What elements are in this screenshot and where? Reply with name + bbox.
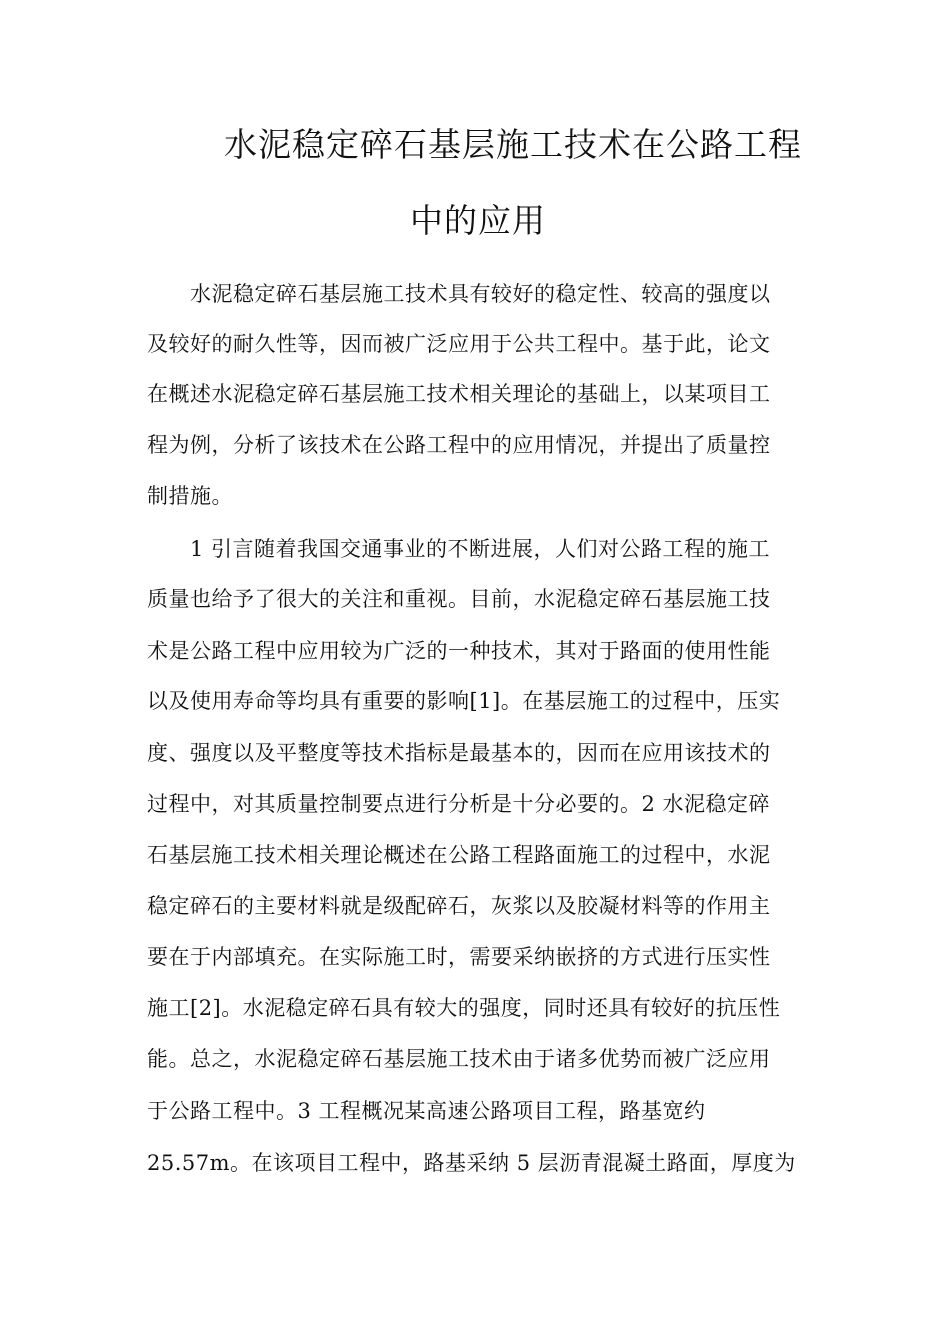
body-line-6: 过程中，对其质量控制要点进行分析是十分必要的。2 水泥稳定碎 [147, 792, 771, 816]
body-line-11: 能。总之，水泥稳定碎石基层施工技术由于诸多优势而被广泛应用 [147, 1047, 771, 1071]
body-line-5: 度、强度以及平整度等技术指标是最基本的，因而在应用该技术的 [147, 741, 771, 765]
abstract-line-5: 制措施。 [147, 484, 233, 508]
body-line-9: 要在于内部填充。在实际施工时，需要采纳嵌挤的方式进行压实性 [147, 945, 771, 969]
abstract-line-2: 及较好的耐久性等，因而被广泛应用于公共工程中。基于此，论文 [147, 332, 771, 356]
body-line-4: 以及使用寿命等均具有重要的影响[1]。在基层施工的过程中，压实 [147, 689, 781, 713]
abstract-line-4: 程为例，分析了该技术在公路工程中的应用情况，并提出了质量控 [147, 433, 771, 457]
body-line-2: 质量也给予了很大的关注和重视。目前，水泥稳定碎石基层施工技 [147, 587, 771, 611]
body-line-1: 1 引言随着我国交通事业的不断进展，人们对公路工程的施工 [147, 537, 771, 561]
body-line-7: 石基层施工技术相关理论概述在公路工程路面施工的过程中，水泥 [147, 843, 771, 867]
title-line-2: 中的应用 [410, 201, 546, 240]
body-line-13: 25.57m。在该项目工程中，路基采纳 5 层沥青混凝土路面，厚度为 [147, 1151, 796, 1175]
body-line-10: 施工[2]。水泥稳定碎石具有较大的强度，同时还具有较好的抗压性 [147, 996, 781, 1020]
abstract-line-3: 在概述水泥稳定碎石基层施工技术相关理论的基础上，以某项目工 [147, 382, 771, 406]
body-line-8: 稳定碎石的主要材料就是级配碎石，灰浆以及胶凝材料等的作用主 [147, 894, 771, 918]
title-line-1: 水泥稳定碎石基层施工技术在公路工程 [224, 125, 802, 164]
body-line-12: 于公路工程中。3 工程概况某高速公路项目工程，路基宽约 [147, 1099, 706, 1123]
body-line-3: 术是公路工程中应用较为广泛的一种技术，其对于路面的使用性能 [147, 639, 771, 663]
abstract-line-1: 水泥稳定碎石基层施工技术具有较好的稳定性、较高的强度以 [147, 282, 771, 306]
